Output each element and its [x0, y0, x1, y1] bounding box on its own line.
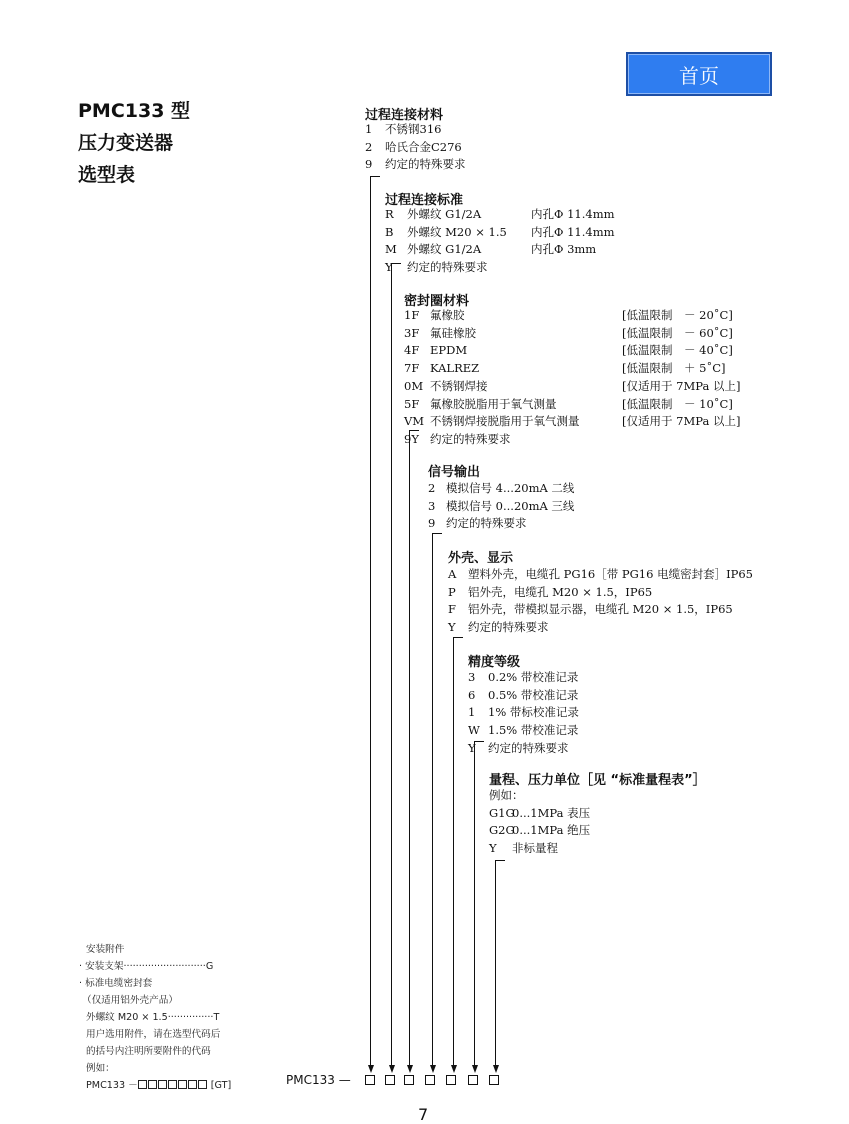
option-code: 9 [365, 157, 373, 172]
option-text: 铝外壳，带模拟显示器，电缆孔 M20 × 1.5，IP65 [468, 602, 733, 617]
option-row [404, 378, 488, 396]
accessory-thread: 外螺纹 M20 × 1.5···············T [86, 1012, 220, 1023]
connector-tick [432, 533, 442, 534]
option-note: [低温限制 － 40˚C] [622, 343, 733, 358]
option-text: 0...1MPa 绝压 [512, 823, 591, 838]
option-text: 约定的特殊要求 [430, 431, 511, 446]
arrow-head [368, 1065, 374, 1073]
option-row [468, 704, 579, 722]
connector-tick [391, 263, 401, 264]
option-text: 0.5% 带校准记录 [488, 687, 579, 702]
option-code: 7F [404, 361, 420, 376]
option-note: [低温限制 － 60˚C] [622, 325, 733, 340]
accessory-instruction-2: 的括号内注明所要附件的代码 [86, 1046, 211, 1057]
option-row [448, 566, 753, 584]
option-code: VM [404, 414, 425, 429]
option-text: 铝外壳，电缆孔 M20 × 1.5，IP65 [468, 584, 653, 599]
option-code: Y [468, 740, 476, 755]
option-code: 3F [404, 325, 420, 340]
option-text: 约定的特殊要求 [385, 157, 466, 172]
option-row [448, 584, 652, 602]
option-text: 1% 带标校准记录 [488, 705, 579, 720]
option-row [404, 413, 580, 431]
option-note: [仅适用于 7MPa 以上] [622, 414, 741, 429]
option-code: 9Y [404, 431, 419, 446]
model-code-box [365, 1075, 375, 1085]
accessory-cable-gland-note: （仅适用铝外壳产品） [82, 995, 178, 1006]
accessory-bracket: · 安装支架···························G [79, 961, 214, 972]
option-text: 不锈钢316 [385, 122, 442, 136]
option-code: W [468, 723, 480, 738]
option-code: Y [385, 260, 393, 275]
arrow-head [430, 1065, 436, 1073]
option-code: 2 [365, 139, 373, 154]
option-code: G2G [489, 823, 515, 838]
accessory-cable-gland: · 标准电缆密封套 [79, 978, 153, 989]
option-row [489, 822, 590, 840]
example-box [158, 1080, 167, 1089]
option-row [489, 787, 524, 805]
option-note: 内孔Φ 11.4mm [531, 224, 615, 239]
option-row [448, 619, 549, 637]
option-note: [低温限制 － 20˚C] [622, 308, 733, 322]
option-text: 约定的特殊要求 [446, 516, 527, 531]
model-code-box [489, 1075, 499, 1085]
option-text: 约定的特殊要求 [488, 740, 569, 755]
accessory-instruction-1: 用户选用附件，请在选型代码后 [86, 1029, 221, 1040]
option-code: 1F [404, 308, 420, 322]
example-box [148, 1080, 157, 1089]
option-row [385, 241, 481, 259]
option-text: 1.5% 带校准记录 [488, 723, 579, 738]
option-text: 约定的特殊要求 [407, 260, 488, 275]
option-row [404, 342, 467, 360]
option-row [428, 498, 574, 516]
option-row [365, 139, 462, 157]
connector-tick [474, 741, 484, 742]
model-code-prefix: PMC133 — [286, 1073, 351, 1087]
example-prefix: PMC133 － [86, 1080, 138, 1091]
model-code-box [446, 1075, 456, 1085]
option-text: KALREZ [430, 361, 480, 376]
option-row [365, 121, 441, 139]
option-row [468, 669, 578, 687]
option-text: 塑料外壳，电缆孔 PG16［带 PG16 电缆密封套］IP65 [468, 567, 753, 581]
arrow-head [389, 1065, 395, 1073]
example-suffix: [GT] [207, 1080, 232, 1091]
option-row [468, 740, 569, 758]
option-code: F [448, 602, 456, 617]
option-text: 外螺纹 M20 × 1.5 [407, 224, 507, 239]
selection-table-title: 选型表 [78, 164, 136, 186]
option-text: 0...1MPa 表压 [512, 805, 591, 820]
option-code: 5F [404, 396, 420, 411]
connector-tick [495, 860, 505, 861]
option-note: [仅适用于 7MPa 以上] [622, 378, 741, 393]
option-text: 哈氏合金C276 [385, 139, 462, 154]
option-text: 外螺纹 G1/2A [407, 242, 482, 257]
accessory-example-label: 例如： [86, 1063, 115, 1074]
model-code-box [468, 1075, 478, 1085]
option-code: Y [448, 620, 456, 635]
option-code: 1 [365, 122, 373, 136]
option-text: 氟橡胶 [430, 308, 465, 322]
option-text: 不锈钢焊接 [430, 378, 488, 393]
option-text: 氟橡胶脱脂用于氧气测量 [430, 396, 557, 411]
option-note: [低温限制 － 10˚C] [622, 396, 733, 411]
section-heading: 精度等级 [468, 655, 521, 670]
option-code: 3 [428, 498, 436, 513]
arrow-head [472, 1065, 478, 1073]
option-row [489, 805, 590, 823]
example-box [178, 1080, 187, 1089]
option-note: 内孔Φ 11.4mm [531, 207, 615, 221]
connector-line [391, 263, 392, 1066]
option-text: 非标量程 [512, 841, 558, 856]
option-row [365, 156, 466, 174]
connector-tick [370, 176, 380, 177]
option-code: P [448, 584, 456, 599]
option-text: 例如： [489, 788, 524, 802]
option-text: 0.2% 带校准记录 [488, 670, 579, 684]
option-text: 模拟信号 4...20mA 二线 [446, 481, 575, 495]
connector-line [453, 637, 454, 1066]
section-heading: 信号输出 [428, 465, 481, 480]
section-heading: 密封圈材料 [404, 294, 470, 309]
section-heading: 过程连接标准 [385, 193, 464, 208]
option-text: 约定的特殊要求 [468, 620, 549, 635]
option-row [468, 687, 578, 705]
option-text: EPDM [430, 343, 468, 358]
home-button-label: 首页 [679, 63, 719, 88]
accessories-heading: 安装附件 [86, 944, 125, 955]
option-code: 4F [404, 343, 420, 358]
page-number: 7 [418, 1105, 429, 1124]
option-code: M [385, 242, 397, 257]
model-code-box [425, 1075, 435, 1085]
connector-line [474, 741, 475, 1066]
option-code: B [385, 224, 394, 239]
option-code: 0M [404, 378, 424, 393]
option-row [404, 307, 465, 325]
connector-line [495, 860, 496, 1066]
connector-line [370, 176, 371, 1066]
product-name-title: 压力变送器 [78, 132, 174, 154]
option-row [404, 431, 511, 449]
section-heading: 外壳、显示 [448, 551, 514, 566]
product-model-title: PMC133 型 [78, 100, 191, 122]
option-row [404, 325, 476, 343]
connector-tick [409, 430, 419, 431]
arrow-head [407, 1065, 413, 1073]
arrow-head [451, 1065, 457, 1073]
option-row [404, 396, 557, 414]
option-row [428, 480, 574, 498]
example-box [198, 1080, 207, 1089]
model-code-box [385, 1075, 395, 1085]
option-code: 9 [428, 516, 436, 531]
option-text: 氟硅橡胶 [430, 325, 476, 340]
option-code: G1G [489, 805, 515, 820]
option-text: 外螺纹 G1/2A [407, 207, 482, 221]
accessory-example-code [86, 1078, 231, 1095]
connector-tick [453, 637, 463, 638]
option-note: [低温限制 ＋ 5˚C] [622, 361, 726, 376]
section-heading: 量程、压力单位［见 “标准量程表”］ [489, 773, 706, 788]
connector-line [409, 430, 410, 1066]
option-row [448, 601, 733, 619]
example-box [188, 1080, 197, 1089]
example-box [168, 1080, 177, 1089]
option-code: Y [489, 841, 497, 856]
option-code: 3 [468, 670, 476, 684]
option-code: 6 [468, 687, 476, 702]
option-code: R [385, 207, 394, 221]
example-box [138, 1080, 147, 1089]
option-text: 不锈钢焊接脱脂用于氧气测量 [430, 414, 580, 429]
model-code-box [404, 1075, 414, 1085]
home-button[interactable] [626, 52, 772, 96]
option-row [385, 259, 488, 277]
option-row [489, 840, 558, 858]
option-row [468, 722, 578, 740]
option-code: A [448, 567, 457, 581]
option-row [385, 206, 481, 224]
option-row [428, 515, 527, 533]
option-row [404, 360, 479, 378]
option-code: 1 [468, 705, 476, 720]
section-heading: 过程连接材料 [365, 108, 444, 123]
option-note: 内孔Φ 3mm [531, 242, 597, 257]
connector-line [432, 533, 433, 1066]
option-row [385, 224, 507, 242]
arrow-head [493, 1065, 499, 1073]
option-code: 2 [428, 481, 436, 495]
option-text: 模拟信号 0...20mA 三线 [446, 498, 575, 513]
